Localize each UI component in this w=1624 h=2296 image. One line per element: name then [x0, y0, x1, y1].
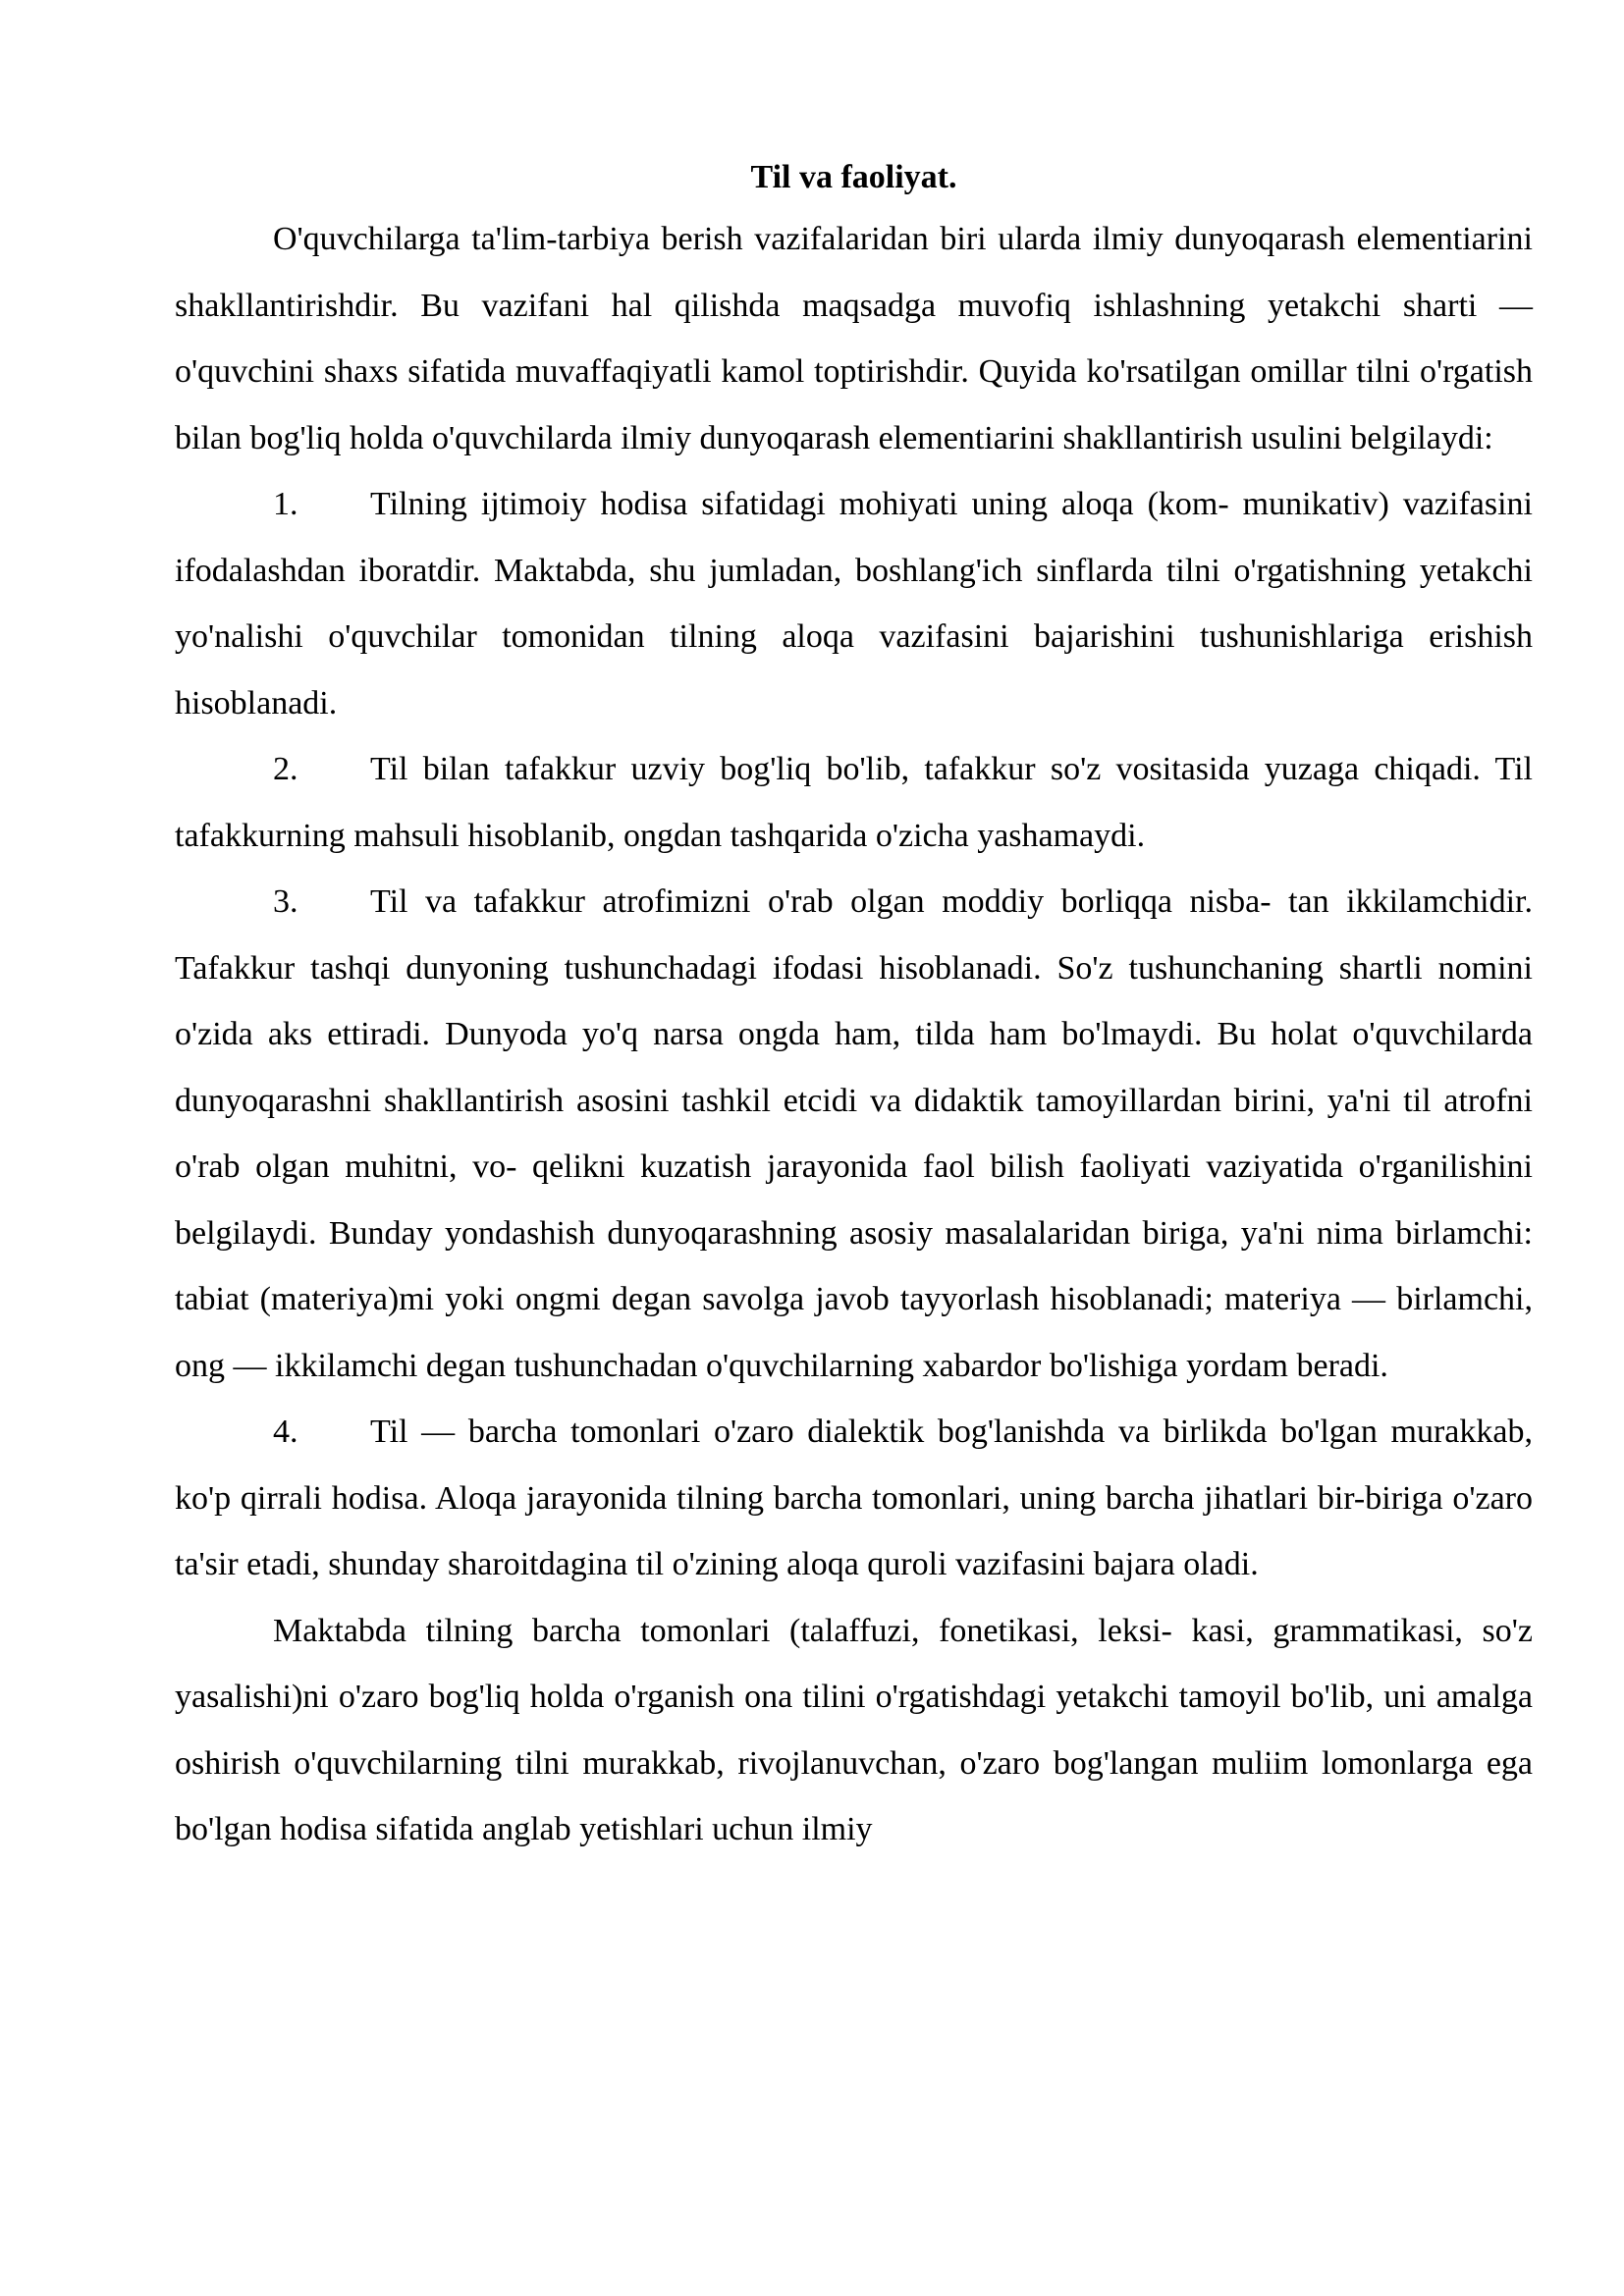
intro-paragraph: O'quvchilarga ta'lim-tarbiya berish vazifalaridan biri ularda ilmiy dunyoqarash elementiarini shakllantirishdir. Bu vazifani hal qilishda maqsadga muvofiq ishlashning yetakchi sharti — o'quvchini shaxs sifatida muvaffaqiyatli kamol toptirishdir. Quyida ko'rsatilgan omillar tilni o'rgatish bilan bog'liq holda o'quvchilarda ilmiy dunyoqarash elementiarini shakllantirish usulini belgilaydi:	[175, 221, 1533, 456]
document-title: Til va faoliyat.	[750, 159, 957, 195]
list-item	[175, 1399, 1533, 1598]
closing-paragraph: Maktabda tilning barcha tomonlari (talaffuzi, fonetikasi, leksi- kasi, grammatikasi, so'z yasalishi)ni o'zaro bog'liq holda o'rganish ona tilini o'rgatishdagi yetakchi tamoyil bo'lib, uni amalga oshirish o'quvchilarning tilni murakkab, rivojlanuvchan, o'zaro bog'langan muliim lomonlarga ega bo'lgan hodisa sifatida anglab yetishlari uchun ilmiy	[175, 1612, 1533, 1847]
list-item-number: 1.	[273, 486, 298, 522]
list-item-text: Til va tafakkur atrofimizni o'rab olgan moddiy borliqqa nisba- tan ikkilamchidir. Tafakkur tashqi dunyoning tushunchadagi ifodasi hisoblanadi. So'z tushunchaning shartli nomini o'zida aks ettiradi. Dunyoda yo'q narsa ongda ham, tilda ham bo'lmaydi. Bu holat o'quvchilarda dunyoqarashni shakllantirish asosini tashkil etcidi va didaktik tamoyillardan birini, ya'ni til atrofni o'rab olgan muhitni, vo- qelikni kuzatish jarayonida faol bilish faoliyati vaziyatida o'rganilishini belgilaydi. Bunday yondashish dunyoqarashning asosiy masalalaridan biriga, ya'ni nima birlamchi: tabiat (materiya)mi yoki ongmi degan savolga javob tayyorlash hisoblanadi; materiya — birlamchi, ong — ikkilamchi degan tushunchadan o'quvchilarning xabardor bo'lishiga yordam beradi.	[175, 883, 1533, 1384]
list-item-text: Til bilan tafakkur uzviy bog'liq bo'lib, tafakkur so'z vositasida yuzaga chiqadi. Til tafakkurning mahsuli hisoblanib, ongdan tashqarida o'zicha yashamaydi.	[175, 751, 1533, 854]
list-item-number: 4.	[273, 1414, 298, 1450]
document-body	[175, 147, 1533, 1863]
list-item-number: 3.	[273, 883, 298, 920]
list-item	[175, 736, 1533, 869]
list-item	[175, 471, 1533, 736]
list-item-number: 2.	[273, 751, 298, 787]
list-item	[175, 869, 1533, 1399]
list-item-text: Tilning ijtimoiy hodisa sifatidagi mohiyati uning aloqa (kom- munikativ) vazifasini ifodalashdan iboratdir. Maktabda, shu jumladan, boshlang'ich sinflarda tilni o'rgatishning yetakchi yo'nalishi o'quvchilar tomonidan tilning aloqa vazifasini bajarishini tushunishlariga erishish hisoblanadi.	[175, 486, 1533, 721]
list-item-text: Til — barcha tomonlari o'zaro dialektik bog'lanishda va birlikda bo'lgan murakkab, ko'p qirrali hodisa. Aloqa jarayonida tilning barcha tomonlari, uning barcha jihatlari bir-biriga o'zaro ta'sir etadi, shunday sharoitdagina til o'zining aloqa quroli vazifasini bajara oladi.	[175, 1414, 1533, 1582]
